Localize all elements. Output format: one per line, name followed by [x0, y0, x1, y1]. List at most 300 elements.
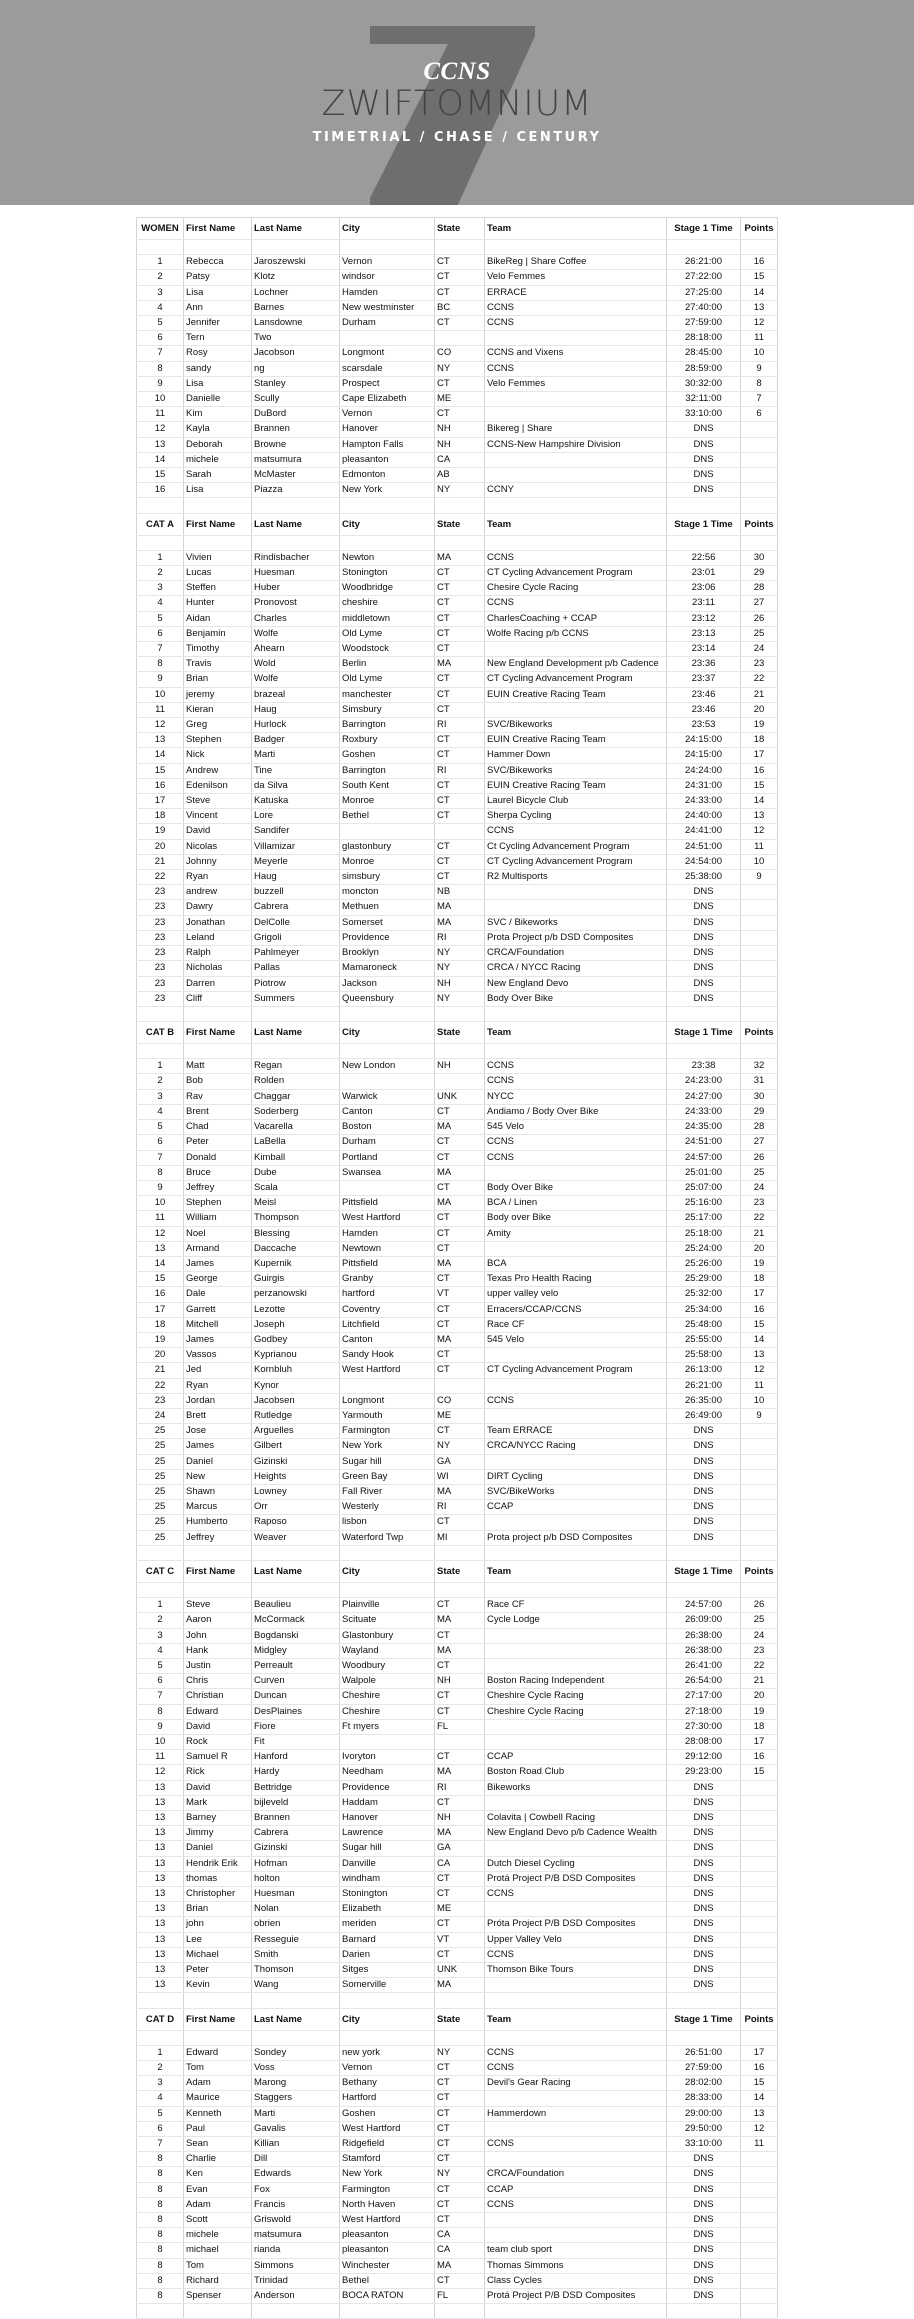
stage-time-cell: 29:00:00 — [667, 2106, 741, 2121]
team-cell: CCNS — [485, 824, 667, 839]
state-cell: CT — [435, 1317, 485, 1332]
place-cell: 21 — [137, 854, 184, 869]
empty-cell — [184, 1044, 252, 1059]
last-name-cell: Fit — [252, 1734, 340, 1749]
stage-time-cell: DNS — [667, 885, 741, 900]
rider-row — [137, 1439, 778, 1454]
last-name-cell: Huesman — [252, 566, 340, 581]
city-cell: Hanover — [340, 1811, 435, 1826]
state-cell: CA — [435, 2228, 485, 2243]
rider-row — [137, 1469, 778, 1484]
points-cell — [741, 2152, 778, 2167]
spacer-row — [137, 498, 778, 513]
state-cell: CT — [435, 1947, 485, 1962]
stage-time-cell: 24:23:00 — [667, 1074, 741, 1089]
first-name-cell: Rebecca — [184, 255, 252, 270]
first-name-cell: Steve — [184, 1598, 252, 1613]
stage-time-cell: 23:37 — [667, 672, 741, 687]
rider-row — [137, 794, 778, 809]
first-name-cell: Tern — [184, 331, 252, 346]
team-cell: CT Cycling Advancement Program — [485, 672, 667, 687]
place-cell: 22 — [137, 870, 184, 885]
stage-time-cell: 23:13 — [667, 626, 741, 641]
place-cell: 7 — [137, 1150, 184, 1165]
state-cell: CT — [435, 1348, 485, 1363]
place-cell: 20 — [137, 1348, 184, 1363]
place-cell: 8 — [137, 2289, 184, 2304]
points-cell — [741, 915, 778, 930]
place-cell: 8 — [137, 2273, 184, 2288]
rider-row — [137, 915, 778, 930]
team-cell: Ct Cycling Advancement Program — [485, 839, 667, 854]
city-cell: Haddam — [340, 1795, 435, 1810]
state-cell: CT — [435, 1424, 485, 1439]
spacer-row — [137, 240, 778, 255]
rider-row — [137, 1317, 778, 1332]
city-cell: Waterford Twp — [340, 1530, 435, 1545]
team-cell: DIRT Cycling — [485, 1469, 667, 1484]
place-cell: 1 — [137, 2045, 184, 2060]
stage-time-cell: 23:06 — [667, 581, 741, 596]
empty-cell — [340, 2304, 435, 2319]
rider-row — [137, 468, 778, 483]
rider-row — [137, 1871, 778, 1886]
last-name-cell: Badger — [252, 733, 340, 748]
state-cell: CT — [435, 285, 485, 300]
last-name-cell: Lansdowne — [252, 316, 340, 331]
first-name-cell: Samuel R — [184, 1750, 252, 1765]
last-name-cell: obrien — [252, 1917, 340, 1932]
first-name-cell: Nicholas — [184, 961, 252, 976]
stage-time-cell: 27:22:00 — [667, 270, 741, 285]
place-cell: 13 — [137, 1947, 184, 1962]
stage-time-cell: 28:33:00 — [667, 2091, 741, 2106]
city-cell: Brooklyn — [340, 946, 435, 961]
state-cell: MA — [435, 2258, 485, 2273]
last-name-cell: ng — [252, 361, 340, 376]
place-cell: 23 — [137, 1393, 184, 1408]
place-cell: 7 — [137, 346, 184, 361]
rider-row — [137, 1211, 778, 1226]
stage-time-cell: 24:57:00 — [667, 1598, 741, 1613]
first-name-cell: David — [184, 824, 252, 839]
state-cell: CO — [435, 1393, 485, 1408]
rider-row — [137, 1628, 778, 1643]
last-name-cell: Soderberg — [252, 1104, 340, 1119]
last-name-cell: Anderson — [252, 2289, 340, 2304]
team-cell — [485, 702, 667, 717]
place-cell: 12 — [137, 1765, 184, 1780]
empty-cell — [184, 1545, 252, 1560]
empty-cell — [485, 1545, 667, 1560]
rider-row — [137, 1598, 778, 1613]
place-cell: 7 — [137, 2137, 184, 2152]
points-cell: 17 — [741, 1734, 778, 1749]
city-cell: Jackson — [340, 976, 435, 991]
empty-cell — [252, 535, 340, 550]
first-name-cell: John — [184, 1628, 252, 1643]
city-cell: Longmont — [340, 1393, 435, 1408]
city-cell: Durham — [340, 1135, 435, 1150]
points-cell — [741, 1887, 778, 1902]
last-name-cell: Two — [252, 331, 340, 346]
empty-cell — [137, 2030, 184, 2045]
state-cell: CO — [435, 346, 485, 361]
first-name-cell: Humberto — [184, 1515, 252, 1530]
rider-row — [137, 900, 778, 915]
first-name-cell: Danielle — [184, 392, 252, 407]
state-cell: CT — [435, 2137, 485, 2152]
first-name-cell: Rock — [184, 1734, 252, 1749]
last-name-cell: Resseguie — [252, 1932, 340, 1947]
city-cell: Bethel — [340, 2273, 435, 2288]
team-cell: Team ERRACE — [485, 1424, 667, 1439]
empty-cell — [435, 240, 485, 255]
last-name-cell: Sondey — [252, 2045, 340, 2060]
stage-time-cell: DNS — [667, 1841, 741, 1856]
last-name-cell: Midgley — [252, 1643, 340, 1658]
points-cell — [741, 1515, 778, 1530]
first-name-cell: Vassos — [184, 1348, 252, 1363]
city-cell: glastonbury — [340, 839, 435, 854]
last-name-cell: Hurlock — [252, 718, 340, 733]
place-cell: 7 — [137, 1689, 184, 1704]
last-name-cell: Brannen — [252, 1811, 340, 1826]
points-cell — [741, 900, 778, 915]
rider-row — [137, 2076, 778, 2091]
empty-cell — [435, 498, 485, 513]
rider-row — [137, 672, 778, 687]
points-cell — [741, 946, 778, 961]
stage-time-cell: DNS — [667, 1424, 741, 1439]
state-cell: CT — [435, 1363, 485, 1378]
place-cell: 15 — [137, 1272, 184, 1287]
points-cell: 21 — [741, 1674, 778, 1689]
city-cell: manchester — [340, 687, 435, 702]
first-name-cell: Kim — [184, 407, 252, 422]
stage-time-cell: 30:32:00 — [667, 376, 741, 391]
state-cell: MA — [435, 1613, 485, 1628]
points-cell: 8 — [741, 376, 778, 391]
stage-time-cell: DNS — [667, 1932, 741, 1947]
state-cell: MA — [435, 1765, 485, 1780]
first-name-cell: Jonathan — [184, 915, 252, 930]
points-cell: 16 — [741, 2061, 778, 2076]
last-name-cell: Chaggar — [252, 1089, 340, 1104]
points-cell — [741, 1902, 778, 1917]
rider-row — [137, 763, 778, 778]
state-cell: UNK — [435, 1963, 485, 1978]
state-cell: CT — [435, 1302, 485, 1317]
rider-row — [137, 1241, 778, 1256]
place-cell: 13 — [137, 733, 184, 748]
stage-time-cell: DNS — [667, 1856, 741, 1871]
last-name-cell: Gizinski — [252, 1841, 340, 1856]
city-cell: Monroe — [340, 854, 435, 869]
place-cell: 8 — [137, 2152, 184, 2167]
state-cell: CT — [435, 2197, 485, 2212]
city-cell: Cheshire — [340, 1689, 435, 1704]
rider-row — [137, 1165, 778, 1180]
city-cell: Farmington — [340, 2182, 435, 2197]
place-cell: 23 — [137, 930, 184, 945]
first-name-cell: Brent — [184, 1104, 252, 1119]
last-name-cell: Meisl — [252, 1196, 340, 1211]
rider-row — [137, 1272, 778, 1287]
last-name-cell: Griswold — [252, 2213, 340, 2228]
team-cell: CRCA / NYCC Racing — [485, 961, 667, 976]
state-cell: RI — [435, 763, 485, 778]
rider-row — [137, 566, 778, 581]
last-name-cell: Joseph — [252, 1317, 340, 1332]
team-cell: CCNS — [485, 550, 667, 565]
state-cell: ME — [435, 392, 485, 407]
place-cell: 6 — [137, 626, 184, 641]
team-cell — [485, 1658, 667, 1673]
state-cell: CT — [435, 1272, 485, 1287]
points-cell: 23 — [741, 1643, 778, 1658]
points-cell: 23 — [741, 1196, 778, 1211]
empty-cell — [435, 2030, 485, 2045]
empty-cell — [741, 1006, 778, 1021]
first-name-cell: Charlie — [184, 2152, 252, 2167]
first-name-cell: Greg — [184, 718, 252, 733]
column-header-points: Points — [741, 513, 778, 535]
brand-logo-text: CCNS — [423, 58, 491, 85]
first-name-cell: michele — [184, 452, 252, 467]
city-cell: meriden — [340, 1917, 435, 1932]
city-cell: windsor — [340, 270, 435, 285]
points-cell: 12 — [741, 1363, 778, 1378]
stage-time-cell: DNS — [667, 2228, 741, 2243]
team-cell: CCNY — [485, 483, 667, 498]
spacer-row — [137, 2304, 778, 2319]
stage-time-cell: 26:38:00 — [667, 1643, 741, 1658]
empty-cell — [184, 2030, 252, 2045]
city-cell: Needham — [340, 1765, 435, 1780]
state-cell: RI — [435, 930, 485, 945]
team-cell: CCNS — [485, 1150, 667, 1165]
state-cell: MA — [435, 900, 485, 915]
stage-time-cell: 25:48:00 — [667, 1317, 741, 1332]
state-cell: MA — [435, 1643, 485, 1658]
state-cell: CT — [435, 1658, 485, 1673]
last-name-cell: Villamizar — [252, 839, 340, 854]
first-name-cell: Johnny — [184, 854, 252, 869]
team-cell — [485, 642, 667, 657]
rider-row — [137, 1089, 778, 1104]
first-name-cell: Maurice — [184, 2091, 252, 2106]
team-cell: CCNS — [485, 300, 667, 315]
team-cell: CCNS — [485, 1393, 667, 1408]
last-name-cell: Fox — [252, 2182, 340, 2197]
empty-cell — [340, 535, 435, 550]
points-cell: 12 — [741, 824, 778, 839]
place-cell: 5 — [137, 316, 184, 331]
stage-time-cell: DNS — [667, 1454, 741, 1469]
rider-row — [137, 1500, 778, 1515]
team-cell: 545 Velo — [485, 1120, 667, 1135]
place-cell: 23 — [137, 946, 184, 961]
empty-cell — [184, 1582, 252, 1597]
state-cell: CT — [435, 255, 485, 270]
team-cell: Próta Project P/B DSD Composites — [485, 1917, 667, 1932]
city-cell: Walpole — [340, 1674, 435, 1689]
rider-row — [137, 1674, 778, 1689]
last-name-cell: Marti — [252, 2106, 340, 2121]
city-cell: hartford — [340, 1287, 435, 1302]
stage-time-cell: 25:58:00 — [667, 1348, 741, 1363]
team-cell: Upper Valley Velo — [485, 1932, 667, 1947]
team-cell — [485, 331, 667, 346]
place-cell: 23 — [137, 885, 184, 900]
last-name-cell: Pallas — [252, 961, 340, 976]
city-cell: Hampton Falls — [340, 437, 435, 452]
first-name-cell: Chris — [184, 1674, 252, 1689]
city-cell: New York — [340, 483, 435, 498]
first-name-cell: Sarah — [184, 468, 252, 483]
place-cell: 1 — [137, 1598, 184, 1613]
city-cell: Longmont — [340, 346, 435, 361]
rider-row — [137, 285, 778, 300]
place-cell: 14 — [137, 1256, 184, 1271]
first-name-cell: Nick — [184, 748, 252, 763]
last-name-cell: Haug — [252, 870, 340, 885]
state-cell: CT — [435, 1226, 485, 1241]
city-cell: West Hartford — [340, 2121, 435, 2136]
rider-row — [137, 1613, 778, 1628]
first-name-cell: Stephen — [184, 733, 252, 748]
place-cell: 2 — [137, 1074, 184, 1089]
stage-time-cell: 26:38:00 — [667, 1628, 741, 1643]
stage-time-cell: DNS — [667, 1780, 741, 1795]
place-cell: 23 — [137, 976, 184, 991]
team-cell: CCAP — [485, 1750, 667, 1765]
stage-time-cell: DNS — [667, 2182, 741, 2197]
points-cell: 23 — [741, 657, 778, 672]
team-cell: Protá Project P/B DSD Composites — [485, 2289, 667, 2304]
city-cell: Bethel — [340, 809, 435, 824]
city-cell: South Kent — [340, 778, 435, 793]
category-label: CAT B — [137, 1022, 184, 1044]
first-name-cell: Hendrik Erik — [184, 1856, 252, 1871]
empty-cell — [340, 240, 435, 255]
city-cell: Lawrence — [340, 1826, 435, 1841]
last-name-cell: Duncan — [252, 1689, 340, 1704]
stage-time-cell: 28:08:00 — [667, 1734, 741, 1749]
points-cell: 17 — [741, 748, 778, 763]
first-name-cell: Brett — [184, 1408, 252, 1423]
points-cell — [741, 2213, 778, 2228]
column-header-state: State — [435, 218, 485, 240]
last-name-cell: Cabrera — [252, 900, 340, 915]
state-cell: NY — [435, 946, 485, 961]
first-name-cell: Rosy — [184, 346, 252, 361]
place-cell: 2 — [137, 1613, 184, 1628]
place-cell: 13 — [137, 1841, 184, 1856]
city-cell: Vernon — [340, 407, 435, 422]
stage-time-cell: 23:53 — [667, 718, 741, 733]
rider-row — [137, 1256, 778, 1271]
rider-row — [137, 611, 778, 626]
points-cell — [741, 452, 778, 467]
last-name-cell: Regan — [252, 1059, 340, 1074]
points-cell: 30 — [741, 550, 778, 565]
points-cell — [741, 1439, 778, 1454]
state-cell: NH — [435, 437, 485, 452]
category-header-row — [137, 1560, 778, 1582]
team-cell: SVC / Bikeworks — [485, 915, 667, 930]
empty-cell — [485, 2304, 667, 2319]
stage-time-cell: 26:54:00 — [667, 1674, 741, 1689]
empty-cell — [435, 1582, 485, 1597]
state-cell: NH — [435, 976, 485, 991]
empty-cell — [137, 535, 184, 550]
city-cell: Monroe — [340, 794, 435, 809]
state-cell: MA — [435, 915, 485, 930]
stage-time-cell: DNS — [667, 1826, 741, 1841]
spacer-row — [137, 1006, 778, 1021]
place-cell: 4 — [137, 596, 184, 611]
last-name-cell: Lowney — [252, 1484, 340, 1499]
first-name-cell: Brian — [184, 672, 252, 687]
team-cell: Devil's Gear Racing — [485, 2076, 667, 2091]
state-cell: MA — [435, 1332, 485, 1347]
empty-cell — [137, 1582, 184, 1597]
points-cell: 26 — [741, 1598, 778, 1613]
city-cell: Goshen — [340, 748, 435, 763]
stage-time-cell: 23:38 — [667, 1059, 741, 1074]
points-cell: 11 — [741, 1378, 778, 1393]
state-cell: VT — [435, 1287, 485, 1302]
first-name-cell: Kevin — [184, 1978, 252, 1993]
stage-time-cell: DNS — [667, 1947, 741, 1962]
spacer-row — [137, 1044, 778, 1059]
team-cell: EUIN Creative Racing Team — [485, 733, 667, 748]
city-cell — [340, 1378, 435, 1393]
stage-time-cell: 25:07:00 — [667, 1180, 741, 1195]
last-name-cell: Blessing — [252, 1226, 340, 1241]
rider-row — [137, 1689, 778, 1704]
last-name-cell: Wold — [252, 657, 340, 672]
city-cell: Coventry — [340, 1302, 435, 1317]
empty-cell — [184, 2304, 252, 2319]
city-cell: Hartford — [340, 2091, 435, 2106]
rider-row — [137, 1393, 778, 1408]
column-header-points: Points — [741, 218, 778, 240]
first-name-cell: Aaron — [184, 1613, 252, 1628]
city-cell: Somerset — [340, 915, 435, 930]
state-cell: UNK — [435, 1089, 485, 1104]
first-name-cell: Adam — [184, 2197, 252, 2212]
state-cell: CT — [435, 1211, 485, 1226]
stage-time-cell: 26:13:00 — [667, 1363, 741, 1378]
team-cell: EUIN Creative Racing Team — [485, 687, 667, 702]
spacer-row — [137, 1582, 778, 1597]
spacer-row — [137, 1993, 778, 2008]
place-cell: 9 — [137, 1719, 184, 1734]
rider-row — [137, 1841, 778, 1856]
stage-time-cell: 29:50:00 — [667, 2121, 741, 2136]
points-cell: 10 — [741, 346, 778, 361]
team-cell: SVC/Bikeworks — [485, 718, 667, 733]
column-header-team: Team — [485, 2008, 667, 2030]
state-cell: CT — [435, 611, 485, 626]
last-name-cell: Gizinski — [252, 1454, 340, 1469]
state-cell: CT — [435, 1689, 485, 1704]
team-cell — [485, 468, 667, 483]
city-cell: Roxbury — [340, 733, 435, 748]
